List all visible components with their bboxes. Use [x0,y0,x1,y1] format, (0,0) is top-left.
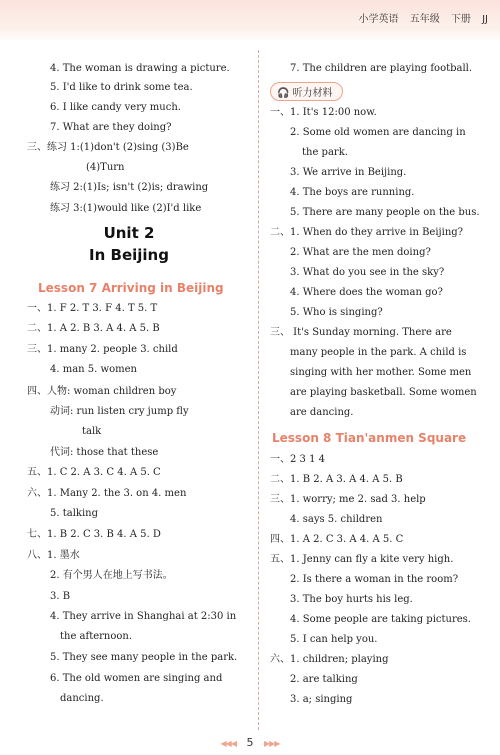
answer-line: 7. What are they doing? [50,122,172,133]
answer-line: singing with her mother. Some men [290,367,472,378]
answer-line: 4. man 5. women [50,364,137,375]
page-footer [0,736,500,749]
answer-line: 三、1. many 2. people 3. child [27,344,178,355]
answer-line: 3. a; singing [290,694,353,705]
answer-line: 2. 有个男人在地上写书法。 [50,570,173,581]
answer-line: the afternoon. [60,631,133,642]
answer-line: 3. What do you see in the sky? [290,267,445,278]
listening-material-label [270,82,343,101]
answer-line: (4)Turn [86,162,125,173]
column-divider [258,50,259,730]
answer-line: 4. Where does the woman go? [290,287,443,298]
answer-line: 五、1. C 2. A 3. C 4. A 5. C [27,467,161,478]
answer-line: 一、1. F 2. T 3. F 4. T 5. T [27,303,158,314]
answer-line: 二、1. A 2. B 3. A 4. A 5. B [27,323,160,334]
answer-line: 三、 It's Sunday morning. There are [270,327,452,338]
answer-line: 2. What are the men doing? [290,247,431,258]
header-subject: 小学英语 [358,14,399,25]
answer-line: 4. The woman is drawing a picture. [50,63,230,74]
answer-line: 2. Is there a woman in the room? [290,574,459,585]
unit-title: Unit 2 [103,224,155,242]
answer-line: 八、1. 墨水 [27,550,80,561]
answer-line: 7. The children are playing football. [290,63,473,74]
answer-line: are playing basketball. Some women [290,387,477,398]
next-arrows-icon: ▶▶▶ [264,739,280,748]
answer-line: 四、人物: woman children boy [27,386,177,397]
prev-arrows-icon: ◀◀◀ [220,739,236,748]
answer-line: 2. are talking [290,674,358,685]
answer-line: 5. Who is singing? [290,307,383,318]
answer-line: 三、练习 1:(1)don't (2)sing (3)Be [27,142,189,153]
answer-line: 4. They arrive in Shanghai at 2:30 in [50,611,237,622]
answer-line: 练习 3:(1)would like (2)I'd like [50,203,202,214]
page-header [351,10,488,25]
headphones-icon: 🎧 [277,88,290,99]
page-number: 5 [246,736,254,749]
header-term: 下册 [450,14,471,25]
answer-line: 五、1. Jenny can fly a kite very high. [270,554,454,565]
answer-line: 练习 2:(1)Is; isn't (2)is; drawing [50,182,209,193]
answer-line: 5. They see many people in the park. [50,652,238,663]
answer-line: 4. says 5. children [290,514,383,525]
answer-line: 二、1. B 2. A 3. A 4. A 5. B [270,474,403,485]
answer-line: 5. I'd like to drink some tea. [50,82,193,93]
lesson-7-title: Lesson 7 Arriving in Beijing [38,281,224,295]
answer-line: 6. I like candy very much. [50,102,181,113]
answer-line: 5. I can help you. [290,634,378,645]
answer-line: 5. There are many people on the bus. [290,207,480,218]
answer-line: 动词: run listen cry jump fly [50,406,189,417]
answer-line: 6. The old women are singing and [50,673,223,684]
answer-line: 一、2 3 1 4 [270,454,325,465]
answer-line: 3. We arrive in Beijing. [290,167,407,178]
answer-line: 代词: those that these [50,447,159,458]
answer-line: 二、1. When do they arrive in Beijing? [270,227,464,238]
answer-line: 一、1. It's 12:00 now. [270,107,377,118]
answer-line: the park. [302,147,348,158]
answer-line: 六、1. children; playing [270,654,389,665]
lesson-8-title: Lesson 8 Tian'anmen Square [272,431,467,445]
header-edition: JJ [482,14,488,25]
answer-line: 4. Some people are taking pictures. [290,614,471,625]
answer-line: 3. The boy hurts his leg. [290,594,413,605]
answer-line: 四、1. A 2. C 3. A 4. A 5. C [270,534,404,545]
header-grade: 五年级 [409,14,440,25]
answer-line: 七、1. B 2. C 3. B 4. A 5. D [27,529,161,540]
unit-subtitle: In Beijing [89,246,169,264]
answer-line: 三、1. worry; me 2. sad 3. help [270,494,426,505]
listening-material-text: 听力材料 [292,88,333,99]
answer-line: talk [82,426,102,437]
answer-line: 2. Some old women are dancing in [290,127,466,138]
answer-line: are dancing. [290,407,354,418]
answer-line: dancing. [60,693,104,704]
answer-line: 5. talking [50,508,98,519]
answer-line: many people in the park. A child is [290,347,467,358]
answer-line: 4. The boys are running. [290,187,415,198]
answer-line: 六、1. Many 2. the 3. on 4. men [27,488,187,499]
answer-line: 3. B [50,591,71,602]
